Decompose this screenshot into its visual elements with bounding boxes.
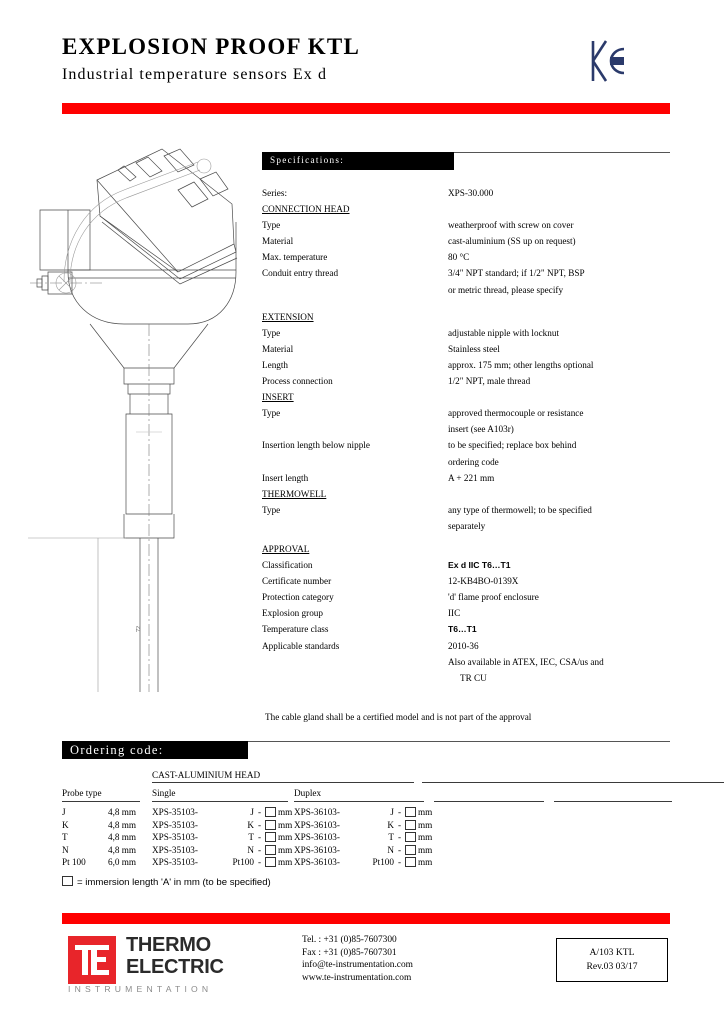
spec-value: Stainless steel xyxy=(448,343,500,354)
single-type: N xyxy=(247,844,254,855)
spec-row-series xyxy=(262,185,672,201)
spec-label: Insertion length below nipple xyxy=(262,440,370,451)
table-row xyxy=(62,832,672,845)
spec-value-continued: TR CU xyxy=(460,672,487,683)
spec-group-connection-head xyxy=(262,201,672,217)
document-revision: Rev.03 03/17 xyxy=(586,961,638,972)
single-dash: - xyxy=(258,819,262,830)
spec-label: Temperature class xyxy=(262,624,329,635)
single-unit: mm xyxy=(278,819,293,830)
single-dash: - xyxy=(258,832,262,843)
footer-accent-bar xyxy=(62,913,670,924)
spec-label: Insert length xyxy=(262,472,309,483)
spec-row-conduit-entry-thread-cont xyxy=(262,282,672,298)
ordering-rule-blank-column xyxy=(434,801,544,802)
spec-row-also-available xyxy=(262,654,672,670)
duplex-unit: mm xyxy=(418,832,433,843)
single-length-box[interactable] xyxy=(265,807,276,818)
contact-details xyxy=(302,934,413,984)
spec-label: Material xyxy=(262,343,294,354)
duplex-dash: - xyxy=(398,857,402,868)
immersion-note-text: = immersion length 'A' in mm (to be specified) xyxy=(77,877,271,888)
spec-row-insert-type-cont xyxy=(262,421,672,437)
spec-label: Material xyxy=(262,236,294,247)
single-type: T xyxy=(248,832,254,843)
duplex-unit: mm xyxy=(418,844,433,855)
probe-type: T xyxy=(62,832,68,843)
spec-value: IIC xyxy=(448,608,461,619)
ordering-rows xyxy=(62,807,672,870)
spec-value: cast-aluminium (SS up on request) xyxy=(448,236,576,247)
single-dash: - xyxy=(258,857,262,868)
ordering-code-bar-rule xyxy=(248,741,670,742)
ordering-column-header-probe: Probe type xyxy=(62,788,102,798)
spec-row-ext-length xyxy=(262,357,672,373)
single-length-box[interactable] xyxy=(265,832,276,843)
spec-value: weatherproof with screw on cover xyxy=(448,220,574,231)
single-length-box[interactable] xyxy=(265,857,276,868)
ordering-rule xyxy=(152,801,288,802)
single-unit: mm xyxy=(278,807,293,817)
spec-row-conduit-entry-thread xyxy=(262,265,672,281)
document-number: A/103 KTL xyxy=(589,947,635,958)
page-title: EXPLOSION PROOF KTL xyxy=(62,34,360,59)
ordering-rule xyxy=(294,801,424,802)
single-code: XPS-35103- xyxy=(152,807,198,817)
probe-type: Pt 100 xyxy=(62,857,86,868)
duplex-code: XPS-36103- xyxy=(294,819,340,830)
probe-type: J xyxy=(62,807,66,817)
duplex-code: XPS-36103- xyxy=(294,807,340,817)
cable-gland-note: The cable gland shall be a certified model and is not part of the approval xyxy=(265,712,532,722)
spec-row-process-connection xyxy=(262,373,672,389)
duplex-code: XPS-36103- xyxy=(294,844,340,855)
spec-label: Type xyxy=(262,504,281,515)
single-unit: mm xyxy=(278,857,293,868)
te-monogram-icon xyxy=(68,936,116,984)
spec-spacer xyxy=(262,298,672,309)
duplex-dash: - xyxy=(398,819,402,830)
spec-group-title: INSERT xyxy=(262,392,294,403)
spec-value-continued: or metric thread, please specify xyxy=(448,284,564,295)
specifications-list xyxy=(262,185,672,686)
probe-diameter: 4,8 mm xyxy=(108,807,137,817)
single-length-box[interactable] xyxy=(265,845,276,856)
ordering-head-type-label: CAST-ALUMINIUM HEAD xyxy=(152,770,261,780)
duplex-code: XPS-36103- xyxy=(294,857,340,868)
spec-row-insertion-length xyxy=(262,437,672,453)
spec-value-continued: ordering code xyxy=(448,456,499,467)
contact-tel: Tel. : +31 (0)85-7607300 xyxy=(302,935,397,945)
spec-value: approx. 175 mm; other lengths optional xyxy=(448,359,594,370)
spec-value: 12-KB4BO-0139X xyxy=(448,576,519,587)
spec-label: Classification xyxy=(262,560,313,571)
logo-line-1: THERMO xyxy=(126,934,211,956)
spec-row-ext-type xyxy=(262,325,672,341)
spec-row-temperature-class xyxy=(262,621,672,637)
duplex-unit: mm xyxy=(418,807,433,817)
spec-label: Max. temperature xyxy=(262,252,328,263)
spec-row-max-temperature xyxy=(262,249,672,265)
table-row xyxy=(62,857,672,870)
spec-row-material xyxy=(262,233,672,249)
ordering-column-header-single: Single xyxy=(152,788,176,798)
ordering-rule xyxy=(152,782,414,783)
specifications-bar: Specifications: xyxy=(262,152,454,170)
probe-type: K xyxy=(62,819,69,830)
probe-type: N xyxy=(62,844,69,855)
spec-group-extension xyxy=(262,309,672,325)
duplex-unit: mm xyxy=(418,857,433,868)
duplex-length-box[interactable] xyxy=(405,857,416,868)
spec-row-applicable-standards xyxy=(262,638,672,654)
contact-email[interactable]: info@te-instrumentation.com xyxy=(302,960,413,971)
single-type: Pt100 xyxy=(232,857,254,868)
spec-value: any type of thermowell; to be specified xyxy=(448,504,592,515)
spec-row-insert-type xyxy=(262,405,672,421)
duplex-dash: - xyxy=(398,844,402,855)
duplex-length-box[interactable] xyxy=(405,832,416,843)
duplex-unit: mm xyxy=(418,819,433,830)
spec-label: Type xyxy=(262,327,281,338)
spec-value: 3/4" NPT standard; if 1/2" NPT, BSP xyxy=(448,268,585,279)
duplex-code: XPS-36103- xyxy=(294,832,340,843)
spec-value: 2010-36 xyxy=(448,640,479,651)
contact-website[interactable]: www.te-instrumentation.com xyxy=(302,972,412,983)
duplex-type: J xyxy=(390,807,394,817)
dimension-label: 72 xyxy=(136,626,142,632)
spec-label: Process connection xyxy=(262,376,333,387)
spec-group-insert xyxy=(262,389,672,405)
spec-row-type xyxy=(262,217,672,233)
single-unit: mm xyxy=(278,832,293,843)
single-code: XPS-35103- xyxy=(152,819,198,830)
single-unit: mm xyxy=(278,844,293,855)
contact-fax: Fax : +31 (0)85-7607301 xyxy=(302,947,397,958)
spec-spacer xyxy=(262,534,672,541)
sensor-assembly-drawing xyxy=(28,132,260,692)
ordering-rule xyxy=(62,801,140,802)
duplex-type: Pt100 xyxy=(372,857,394,868)
probe-diameter: 4,8 mm xyxy=(108,832,137,843)
probe-diameter: 4,8 mm xyxy=(108,819,137,830)
spec-row-classification xyxy=(262,557,672,573)
spec-value: approved thermocouple or resistance xyxy=(448,408,584,419)
spec-row-ext-material xyxy=(262,341,672,357)
spec-group-title: THERMOWELL xyxy=(262,488,327,499)
duplex-type: T xyxy=(388,832,394,843)
spec-row-also-available-cont xyxy=(262,670,672,686)
document-reference-box xyxy=(556,938,668,982)
single-length-box[interactable] xyxy=(265,820,276,831)
spec-group-thermowell xyxy=(262,486,672,502)
single-dash: - xyxy=(258,844,262,855)
spec-value-continued: insert (see A103r) xyxy=(448,424,514,435)
spec-group-title: EXTENSION xyxy=(262,311,314,322)
logo-subtitle: INSTRUMENTATION xyxy=(68,984,213,994)
spec-row-protection-category xyxy=(262,589,672,605)
spec-value: Ex d IIC T6…T1 xyxy=(448,560,511,571)
length-box-icon xyxy=(62,876,73,886)
header-accent-bar xyxy=(62,103,670,114)
spec-label: Protection category xyxy=(262,592,334,603)
ordering-code-bar: Ordering code: xyxy=(62,741,248,759)
spec-label: Series: xyxy=(262,188,288,198)
spec-label: Conduit entry thread xyxy=(262,268,339,279)
page-subtitle: Industrial temperature sensors Ex d xyxy=(62,66,328,83)
ordering-rule-blank-column xyxy=(422,782,724,783)
single-type: J xyxy=(250,807,254,817)
spec-value: Also available in ATEX, IEC, CSA/us and xyxy=(448,656,604,667)
duplex-type: K xyxy=(387,819,394,830)
spec-label: Type xyxy=(262,220,281,231)
spec-group-title: CONNECTION HEAD xyxy=(262,204,350,215)
table-row xyxy=(62,845,672,858)
spec-value: 1/2" NPT, male thread xyxy=(448,376,531,387)
spec-row-insert-length xyxy=(262,470,672,486)
probe-diameter: 6,0 mm xyxy=(108,857,137,868)
spec-row-thermowell-type-cont xyxy=(262,518,672,534)
logo-line-2: ELECTRIC xyxy=(126,956,224,978)
immersion-length-note xyxy=(62,876,271,888)
thermo-electric-wordmark xyxy=(126,934,224,978)
spec-value: T6…T1 xyxy=(448,624,477,635)
spec-label: Certificate number xyxy=(262,576,332,587)
duplex-length-box[interactable] xyxy=(405,820,416,831)
spec-value: A + 221 mm xyxy=(448,472,495,483)
spec-value: 'd' flame proof enclosure xyxy=(448,592,539,603)
specifications-bar-rule xyxy=(454,152,670,153)
table-row xyxy=(62,820,672,833)
spec-row-thermowell-type xyxy=(262,502,672,518)
spec-row-explosion-group xyxy=(262,605,672,621)
duplex-dash: - xyxy=(398,807,402,817)
single-code: XPS-35103- xyxy=(152,857,198,868)
single-dash: - xyxy=(258,807,262,817)
spec-row-certificate-number xyxy=(262,573,672,589)
duplex-dash: - xyxy=(398,832,402,843)
table-row xyxy=(62,807,672,820)
spec-group-title: APPROVAL xyxy=(262,543,310,554)
duplex-length-box[interactable] xyxy=(405,807,416,818)
duplex-length-box[interactable] xyxy=(405,845,416,856)
ordering-column-header-duplex: Duplex xyxy=(294,788,322,798)
spec-label: Type xyxy=(262,408,281,419)
single-type: K xyxy=(247,819,254,830)
duplex-type: N xyxy=(387,844,394,855)
single-code: XPS-35103- xyxy=(152,844,198,855)
ordering-rule-blank-column xyxy=(554,801,672,802)
kc-certification-mark-icon xyxy=(588,38,628,84)
spec-value: 80 °C xyxy=(448,252,470,263)
spec-value-continued: separately xyxy=(448,520,486,531)
spec-label: Length xyxy=(262,359,289,370)
spec-label: Explosion group xyxy=(262,608,323,619)
single-code: XPS-35103- xyxy=(152,832,198,843)
spec-label: Applicable standards xyxy=(262,640,340,651)
spec-row-insertion-length-cont xyxy=(262,454,672,470)
spec-value: to be specified; replace box behind xyxy=(448,440,577,451)
spec-value: XPS-30.000 xyxy=(448,188,494,198)
spec-group-approval xyxy=(262,541,672,557)
probe-diameter: 4,8 mm xyxy=(108,844,137,855)
spec-value: adjustable nipple with locknut xyxy=(448,327,559,338)
